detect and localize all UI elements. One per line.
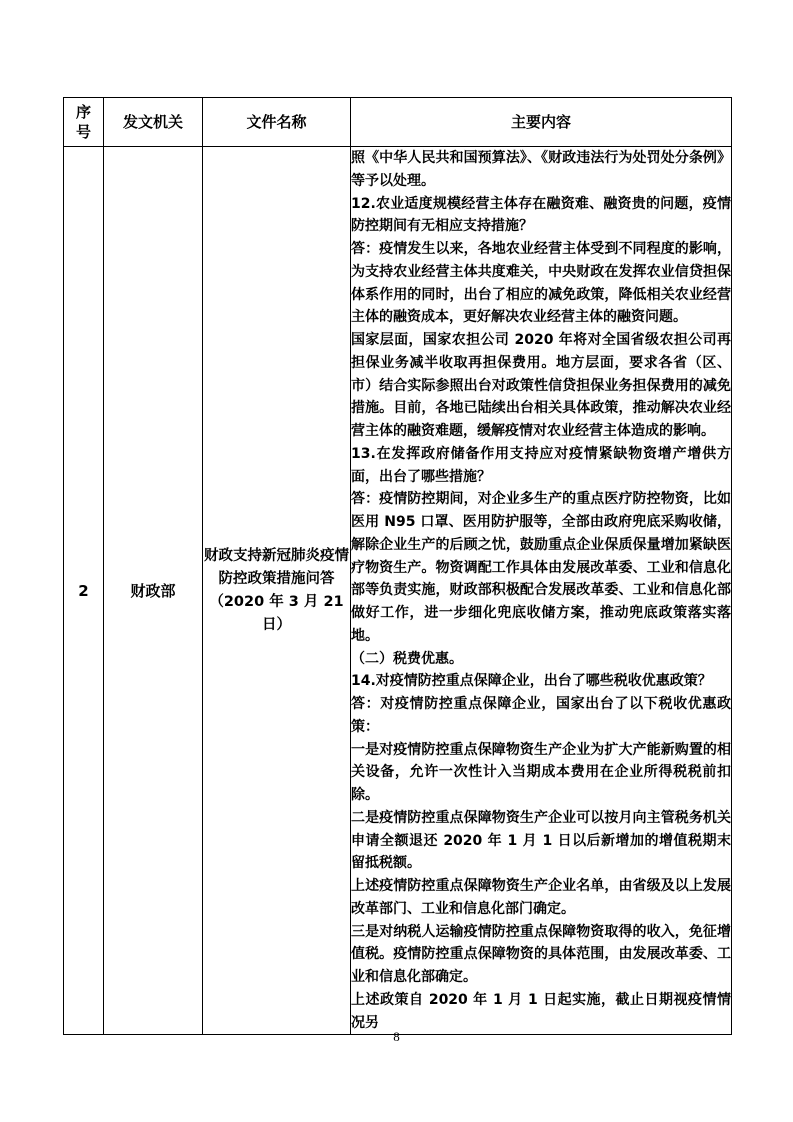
row-index-cell: 2 bbox=[64, 147, 104, 1035]
content-paragraph: 照《中华人民共和国预算法》、《财政违法行为处罚处分条例》等予以处理。 bbox=[351, 150, 731, 189]
content-paragraphs bbox=[351, 147, 731, 1034]
content-paragraph: 14.对疫情防控重点保障企业，出台了哪些税收优惠政策？ bbox=[351, 673, 712, 690]
content-paragraph: 二是疫情防控重点保障物资生产企业可以按月向主管税务机关申请全额退还 2020 年 1 月 1 日以后新增加的增值税期末留抵税额。 bbox=[351, 809, 731, 872]
content-paragraph: 答：疫情防控期间，对企业多生产的重点医疗防控物资，比如医用 N95 口罩、医用防护服等，全部由政府兜底采购收储，解除企业生产的后顾之忧，鼓励重点企业保质保量增加紧缺医疗物资生产。物资调配工作具体由发展改革委、工业和信息化部等负责实施，财政部积极配合发展改革委、工业和信息化部做好工作，进一步细化兜底收储方案，推动兜底政策落实落地。 bbox=[351, 491, 731, 644]
header-col-index-label: 序号 bbox=[75, 103, 91, 141]
content-paragraph: 答：对疫情防控重点保障企业，国家出台了以下税收优惠政策： bbox=[351, 696, 731, 735]
content-paragraph: 12.农业适度规模经营主体存在融资难、融资贵的问题，疫情防控期间有无相应支持措施？ bbox=[351, 195, 731, 235]
policy-document-table bbox=[63, 97, 732, 1035]
table-header-row bbox=[64, 98, 732, 147]
document-title-cell: 财政支持新冠肺炎疫情防控政策措施问答（2020 年 3 月 21 日） bbox=[203, 147, 351, 1035]
header-col-title: 文件名称 bbox=[203, 98, 351, 147]
content-paragraph: 三是对纳税人运输疫情防控重点保障物资取得的收入，免征增值税。疫情防控重点保障物资的具体范围，由发展改革委、工业和信息化部确定。 bbox=[351, 923, 731, 985]
content-paragraph: 13.在发挥政府储备作用支持应对疫情紧缺物资增产增供方面，出台了哪些措施？ bbox=[351, 445, 731, 485]
header-col-content: 主要内容 bbox=[351, 98, 732, 147]
content-paragraph: 答：疫情发生以来，各地农业经营主体受到不同程度的影响，为支持农业经营主体共度难关，中央财政在发挥农业信贷担保体系作用的同时，出台了相应的减免政策，降低相关农业经营主体的融资成本，更好解决农业经营主体的融资问题。 bbox=[351, 241, 731, 326]
table-row bbox=[64, 147, 732, 1035]
content-paragraph: 一是对疫情防控重点保障物资生产企业为扩大产能新购置的相关设备，允许一次性计入当期成本费用在企业所得税税前扣除。 bbox=[351, 741, 731, 803]
content-paragraph: 上述政策自 2020 年 1 月 1 日起实施，截止日期视疫情情况另 bbox=[351, 991, 731, 1031]
content-paragraph: （二）税费优惠。 bbox=[351, 650, 463, 667]
header-col-index bbox=[64, 98, 104, 147]
header-col-agency: 发文机关 bbox=[104, 98, 203, 147]
content-paragraph: 国家层面，国家农担公司 2020 年将对全国省级农担公司再担保业务减半收取再担保费用。地方层面，要求各省（区、市）结合实际参照出台对政策性信贷担保业务担保费用的减免措施。目前，各地已陆续出台相关具体政策，推动解决农业经营主体的融资难题，缓解疫情对农业经营主体造成的影响。 bbox=[351, 332, 731, 439]
main-content-cell bbox=[351, 147, 732, 1035]
content-paragraph: 上述疫情防控重点保障物资生产企业名单，由省级及以上发展改革部门、工业和信息化部门确定。 bbox=[351, 878, 731, 917]
page-number: 8 bbox=[393, 1029, 400, 1044]
agency-name-cell: 财政部 bbox=[104, 147, 203, 1035]
